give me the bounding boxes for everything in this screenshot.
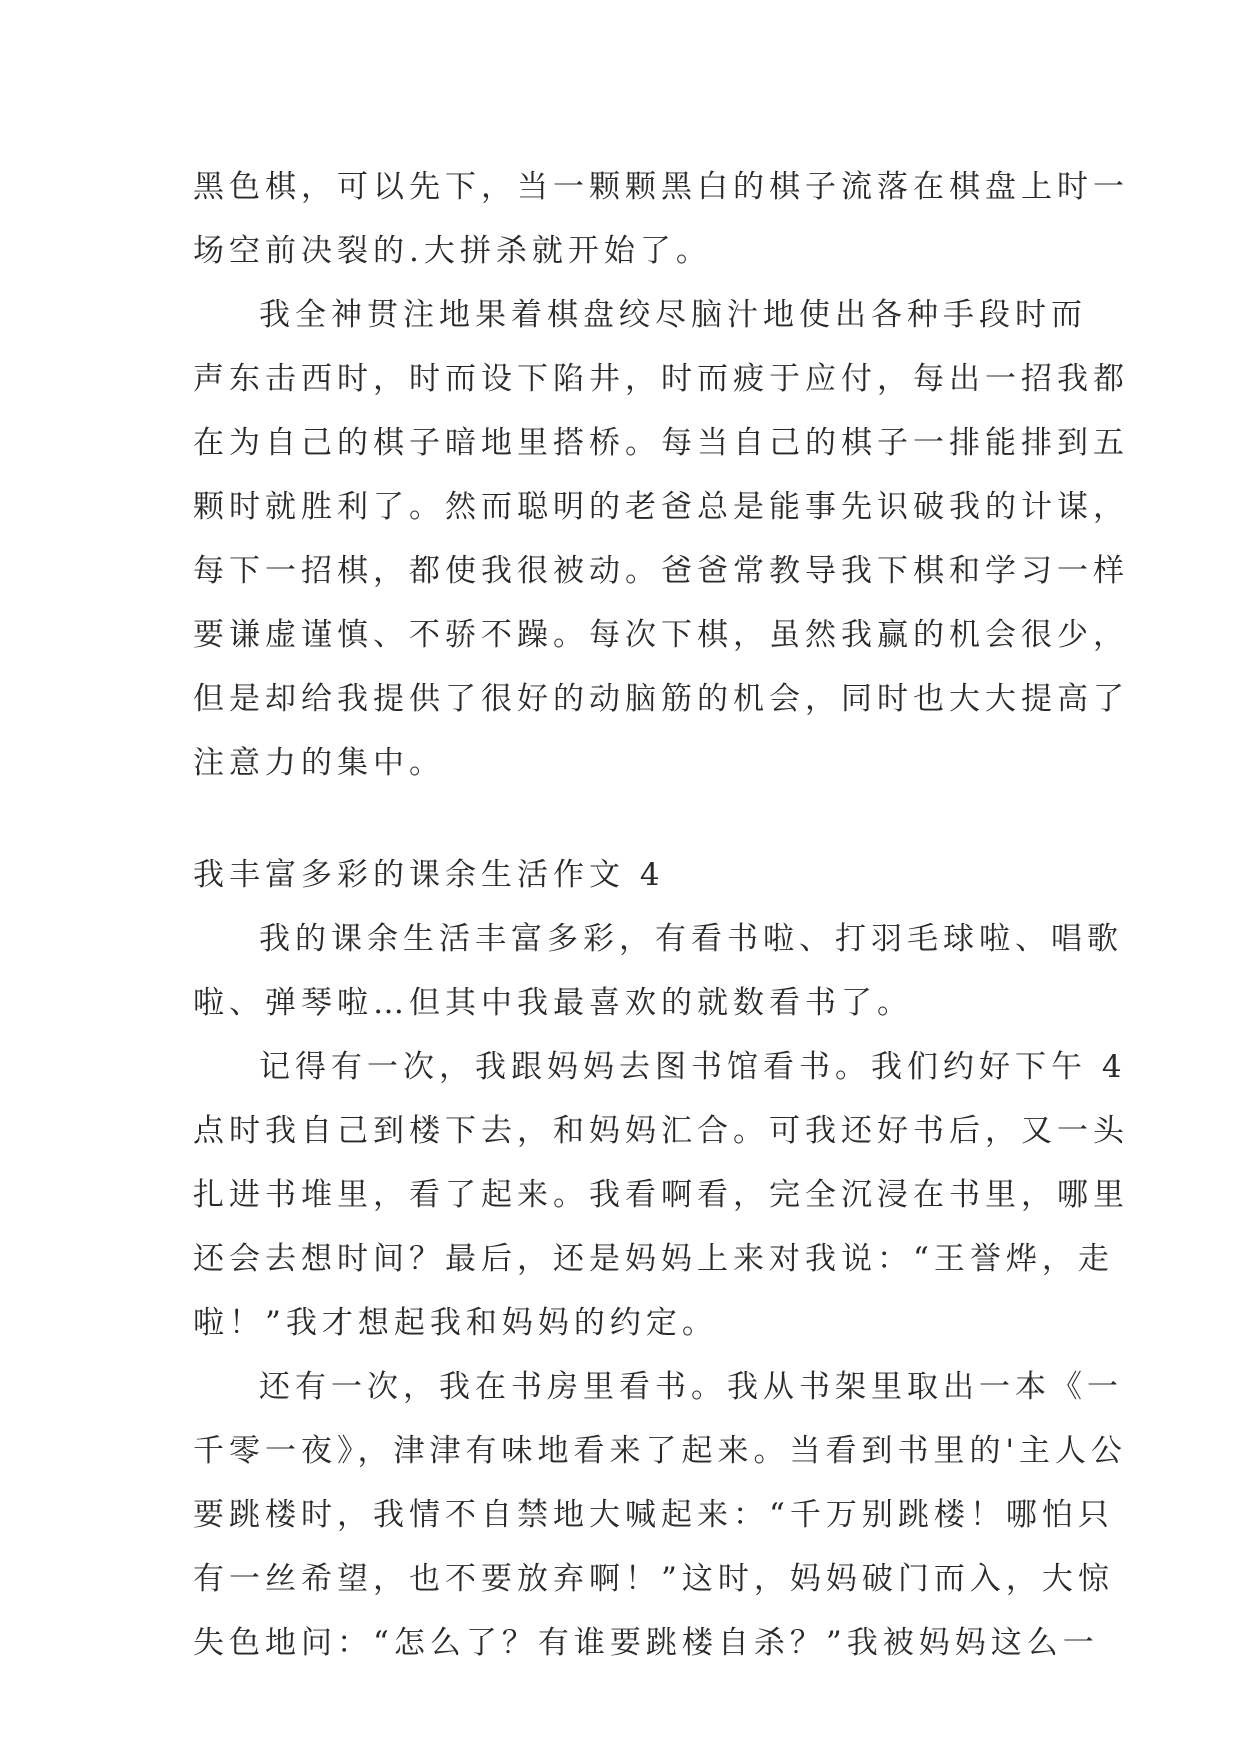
- text-line: 在为自己的棋子暗地里搭桥。每当自己的棋子一排能排到五: [193, 425, 1129, 461]
- text-line: 黑色棋，可以先下，当一颗颗黑白的棋子流落在棋盘上时一: [193, 169, 1129, 205]
- text-line: 扎进书堆里，看了起来。我看啊看，完全沉浸在书里，哪里: [193, 1177, 1129, 1213]
- text-line: 颗时就胜利了。然而聪明的老爸总是能事先识破我的计谋，: [193, 489, 1129, 525]
- text-line: 注意力的集中。: [193, 745, 445, 781]
- paragraph: [193, 1355, 1128, 1675]
- text-line: 啦！”我才想起我和妈妈的约定。: [193, 1305, 718, 1341]
- text-line: 声东击西时，时而设下陷井，时而疲于应付，每出一招我都: [193, 361, 1129, 397]
- text-line: 还会去想时间？最后，还是妈妈上来对我说：“王誉烨，走: [193, 1241, 1114, 1277]
- text-line: 千零一夜》，津津有味地看来了起来。当看到书里的'主人公: [193, 1433, 1128, 1469]
- text-line: 啦、弹琴啦…但其中我最喜欢的就数看书了。: [193, 985, 913, 1021]
- text-line: 场空前决裂的.大拼杀就开始了。: [193, 233, 712, 269]
- text-line: 我全神贯注地果着棋盘绞尽脑汁地使出各种手段时而: [259, 297, 1087, 333]
- paragraph: [193, 1035, 1129, 1355]
- text-line: 还有一次，我在书房里看书。我从书架里取出一本《一: [259, 1369, 1123, 1405]
- document-body: [193, 155, 1129, 1675]
- section-title: 我丰富多彩的课余生活作文 4: [193, 857, 665, 893]
- text-line: 要跳楼时，我情不自禁地大喊起来：“千万别跳楼！哪怕只: [193, 1497, 1114, 1533]
- paragraph-spacer: [193, 795, 1053, 843]
- paragraph: [193, 283, 1129, 795]
- text-line: 每下一招棋，都使我很被动。爸爸常教导我下棋和学习一样: [193, 553, 1129, 589]
- text-line: 记得有一次，我跟妈妈去图书馆看书。我们约好下午 4: [259, 1049, 1127, 1085]
- text-line: 点时我自己到楼下去，和妈妈汇合。可我还好书后，又一头: [193, 1113, 1129, 1149]
- paragraph: [193, 155, 1129, 283]
- text-line: 有一丝希望，也不要放弃啊！”这时，妈妈破门而入，大惊: [193, 1561, 1114, 1597]
- text-line: 我的课余生活丰富多彩，有看书啦、打羽毛球啦、唱歌: [259, 921, 1123, 957]
- paragraph: [193, 907, 1123, 1035]
- text-line: 失色地问：“怎么了？有谁要跳楼自杀？”我被妈妈这么一: [193, 1625, 1099, 1661]
- text-line: 要谦虚谨慎、不骄不躁。每次下棋，虽然我赢的机会很少，: [193, 617, 1129, 653]
- text-line: 但是却给我提供了很好的动脑筋的机会，同时也大大提高了: [193, 681, 1129, 717]
